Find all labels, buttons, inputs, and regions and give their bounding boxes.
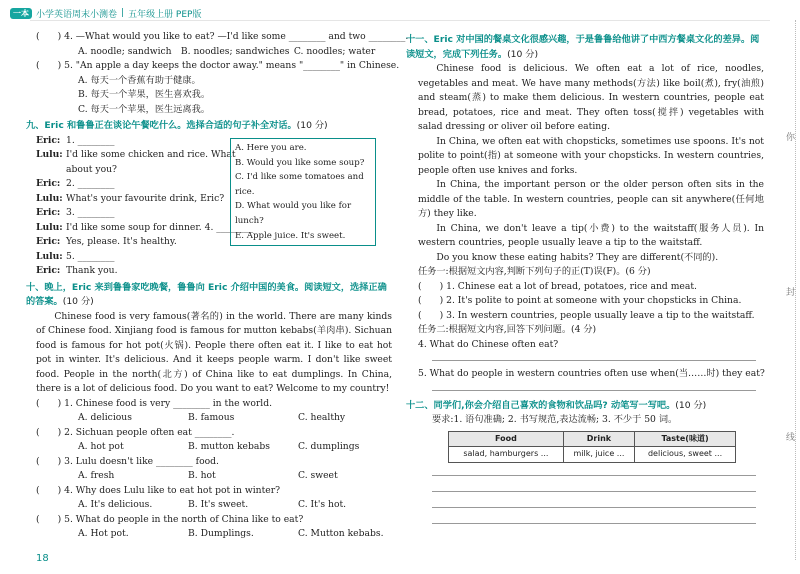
paragraph: In China, the important person or the older person often sits in the middle of the table. In western countries, people can sit anywhere(任何地方) they like. — [418, 179, 764, 219]
dialog-line: Lulu: 5. ________ — [36, 250, 115, 262]
writing-line — [432, 507, 756, 508]
header-title: 小学英语周末小测卷 — [36, 9, 118, 20]
writing-requirements: 要求:1. 语句准确; 2. 书写规范,表达流畅; 3. 不少于 50 词。 — [432, 414, 678, 425]
section-12-title: 十二、同学们,你会介绍自己喜欢的食物和饮品吗? 动笔写一写吧。(10 分) — [406, 399, 707, 411]
short-answer-question: 5. What do people in western countries often use when(当……时) they eat? — [418, 368, 765, 379]
dialog-line: Lulu: I'd like some chicken and rice. What — [36, 149, 236, 160]
option-b: B. Would you like some soup? — [235, 157, 365, 168]
question-5: ( ) 5. "An apple a day keeps the doctor away." means "________" in Chinese. — [36, 60, 400, 71]
paragraph: Do you know these eating habits? They are different(不同的). — [436, 251, 719, 263]
writing-line — [432, 523, 756, 524]
dialog-line: Lulu: I'd like some soup for dinner. 4. ________ — [36, 221, 254, 233]
section-10-title: 十、晚上，Eric 来到鲁鲁家吃晚餐，鲁鲁向 Eric 介绍中国的美食。阅读短文，选择正确的答案。(10 分) — [26, 281, 387, 307]
dialog-line: Eric: 1. ________ — [36, 134, 115, 146]
answer-line — [432, 360, 756, 361]
mc-question: ( ) 3. Lulu doesn't like ________ food. A. fresh B. hot C. sweet — [36, 455, 338, 481]
option-e: E. Apple juice. It's sweet. — [235, 230, 346, 241]
options-box — [230, 138, 376, 246]
task-1-title: 任务一:根据短文内容,判断下列句子的正(T)误(F)。(6 分) — [418, 266, 651, 277]
writing-line — [432, 475, 756, 476]
option-a: A. 每天一个香蕉有助于健康。 — [78, 74, 201, 86]
dialog-line: Lulu: What's your favourite drink, Eric? — [36, 192, 225, 204]
right-column — [406, 33, 765, 533]
section-11-title: 十一、Eric 对中国的餐桌文化很感兴趣，于是鲁鲁给他讲了中西方餐桌文化的差异。阅读短文，完成下列任务。(10 分) — [406, 34, 760, 60]
side-mark: 封 — [786, 288, 796, 298]
tf-question: ( ) 1. Chinese eat a lot of bread, potatoes, rice and meat. — [418, 280, 697, 292]
side-mark: 你 — [786, 133, 796, 143]
section-9-title: 九、Eric 和鲁鲁正在谈论午餐吃什么。选择合适的句子补全对话。(10 分) — [26, 120, 328, 131]
option-d: D. What would you like for lunch? — [235, 201, 352, 226]
table-header: Food — [449, 431, 564, 447]
answer-line — [432, 390, 756, 391]
header-divider — [30, 20, 770, 21]
reading-passage: Chinese food is very famous(著名的) in the world. There are many kinds of Chinese food. Xinjiang food is famous for mutton kebabs(羊肉串). Sichuan food is famous for hot pot(火锅). People there often eat it. I like to eat hot pot in winter. It's delicious. And it keeps people warm. I don't like sweet food. People in the north(北方) of China like to eat dumplings. In China, there is a lot of delicious food. Do you want to eat? Welcome to my country! — [36, 310, 392, 394]
tf-question: ( ) 3. In western countries, people usually leave a tip to the waitstaff. — [418, 309, 755, 321]
question-4: ( ) 4. —What would you like to eat? —I'd like some ________ and two ________. — [36, 31, 409, 42]
dialog-line: about you? — [66, 163, 117, 175]
writing-line — [432, 491, 756, 492]
table-header: Drink — [563, 431, 634, 447]
table-cell: delicious, sweet ... — [635, 447, 736, 463]
table-header: Taste(味道) — [635, 431, 736, 447]
mc-question: ( ) 5. What do people in the north of China like to eat? A. Hot pot. B. Dumplings. C. Mutton kebabs. — [36, 513, 384, 539]
task-2-title: 任务二:根据短文内容,回答下列问题。(4 分) — [418, 324, 597, 335]
question-stem: 4. —What would you like to eat? —I'd like some ________ and two ________. — [64, 31, 409, 42]
header-separator: | — [121, 8, 125, 18]
header-subtitle: 五年级上册 PEP版 — [128, 9, 202, 20]
option-c: C. 每天一个苹果，医生远离我。 — [78, 103, 210, 115]
dialog-line: Eric: Thank you. — [36, 265, 118, 276]
writing-area[interactable] — [418, 463, 764, 533]
tf-question: ( ) 2. It's polite to point at someone with your chopsticks in China. — [418, 295, 742, 306]
dialog-line: Eric: Yes, please. It's healthy. — [36, 236, 177, 247]
table-cell: salad, hamburgers ... — [449, 447, 564, 463]
brand-logo: 一本 — [10, 8, 32, 19]
side-mark: 线 — [786, 433, 796, 443]
food-table — [448, 431, 736, 463]
question-4-options: A. noodle; sandwich B. noodles; sandwiches C. noodles; water — [78, 45, 376, 57]
option-a: A. Here you are. — [235, 143, 307, 153]
mc-question: ( ) 1. Chinese food is very ________ in the world. A. delicious B. famous C. healthy — [36, 397, 346, 423]
paragraph: In China, we don't leave a tip(小费) to the waitstaff(服务人员). In western countries, people usually leave a tip to the waitstaff. — [418, 222, 764, 248]
paragraph: Chinese food is delicious. We often eat a lot of rice, noodles, vegetables and meat. We have many methods(方法) like boil(煮), fry(油煎) and steam(蒸) to make them delicious. In western countries, people eat bread, potatoes, rice and meat. They often toss(搅拌) vegetables with salad dressing or oliver oil before eating. — [418, 63, 764, 132]
binding-line — [795, 20, 797, 560]
paragraph: In China, we often eat with chopsticks, sometimes use spoons. It's not polite to point(指) at someone with your chopsticks. In western countries, people often use knives and forks. — [418, 135, 764, 176]
dialog-line: Eric: 3. ________ — [36, 207, 115, 218]
dialog-line: Eric: 2. ________ — [36, 178, 115, 189]
left-column — [26, 30, 409, 542]
option-b: B. 每天一个苹果，医生喜欢我。 — [78, 89, 211, 100]
page-header — [10, 6, 201, 20]
option-c: C. I'd like some tomatoes and rice. — [235, 172, 364, 197]
mc-question: ( ) 2. Sichuan people often eat ________. A. hot pot B. mutton kebabs C. dumplings — [36, 426, 360, 452]
mc-question: ( ) 4. Why does Lulu like to eat hot pot in winter? A. It's delicious. B. It's sweet. C. It's hot. — [36, 484, 347, 510]
page-number: 18 — [36, 553, 49, 564]
question-stem: 5. "An apple a day keeps the doctor away." means "________" in Chinese. — [64, 60, 400, 71]
table-cell: milk, juice ... — [563, 447, 634, 463]
short-answer-question: 4. What do Chinese often eat? — [418, 338, 559, 350]
